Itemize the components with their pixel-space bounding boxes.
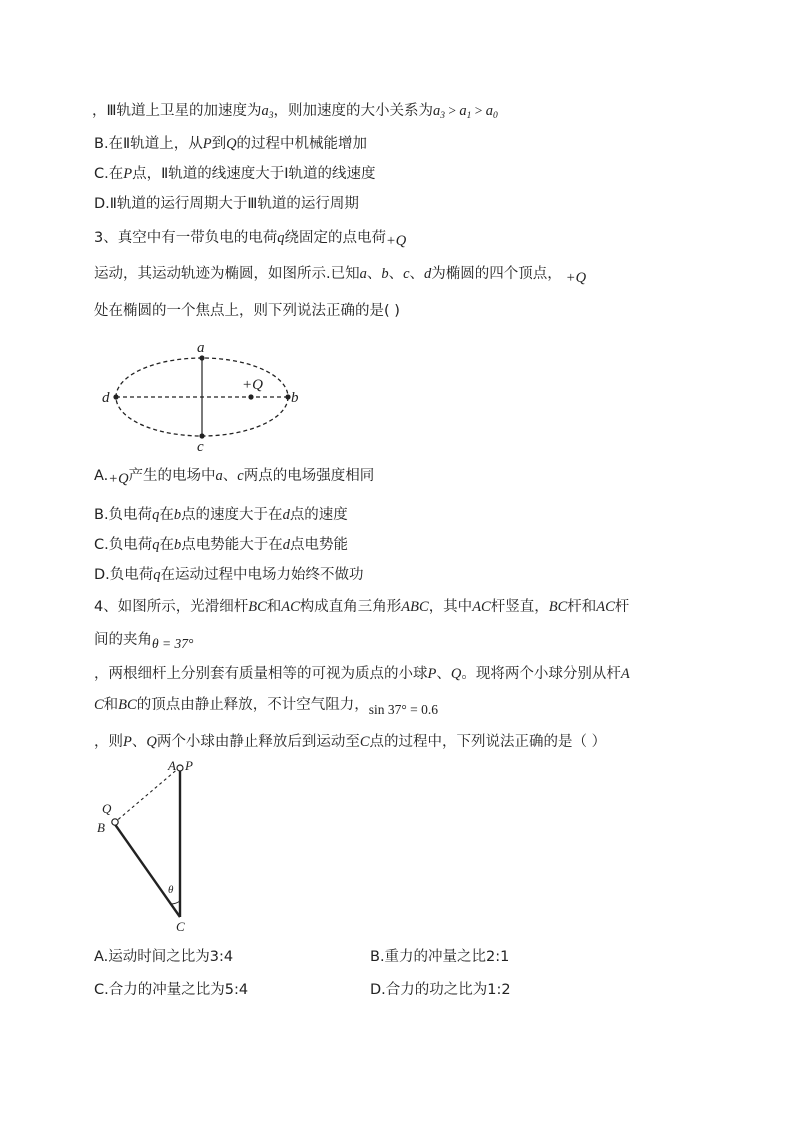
q3-stem-line3: 处在椭圆的一个焦点上，则下列说法正确的是( ) bbox=[94, 303, 400, 319]
q4-stem-line4: C和BC的顶点由静止释放，不计空气阻力，sin 37° = 0.6 bbox=[94, 697, 438, 717]
label-a: a bbox=[197, 340, 205, 356]
ball-p bbox=[177, 765, 183, 771]
vertex-b-dot bbox=[285, 394, 290, 399]
q3-option-b: B.负电荷q在b点的速度大于在d点的速度 bbox=[94, 507, 348, 523]
label-d: d bbox=[102, 390, 110, 406]
q3-option-c: C.负电荷q在b点电势能大于在d点电势能 bbox=[94, 537, 348, 553]
label-B: B bbox=[97, 820, 105, 835]
q2-accel-line: ，Ⅲ轨道上卫星的加速度为$a_3$，则加速度的大小关系为$a_3 > a_1 > a_0$ bbox=[92, 103, 498, 121]
q4-option-a: A.运动时间之比为3:4 bbox=[94, 949, 234, 965]
vertex-a-dot bbox=[199, 355, 204, 360]
q2-option-c: C.在P点，Ⅱ轨道的线速度大于Ⅰ轨道的线速度 bbox=[94, 166, 376, 182]
q2-option-d: D.Ⅱ轨道的运行周期大于Ⅲ轨道的运行周期 bbox=[94, 196, 359, 212]
label-theta: θ bbox=[168, 884, 174, 896]
dashed-ab bbox=[114, 767, 180, 823]
label-b: b bbox=[291, 390, 299, 406]
label-charge-q: +Q bbox=[242, 377, 263, 393]
q3-option-d: D.负电荷q在运动过程中电场力始终不做功 bbox=[94, 567, 364, 583]
q3-stem-line2: 运动，其运动轨迹为椭圆，如图所示.已知a、b、c、d为椭圆的四个顶点， +Q bbox=[94, 266, 587, 286]
q2-option-b: B.在Ⅱ轨道上，从P到Q的过程中机械能增加 bbox=[94, 136, 368, 152]
q3-stem-line1: 3、真空中有一带负电的电荷q绕固定的点电荷+Q bbox=[94, 230, 407, 249]
q4-option-b: B.重力的冲量之比2:1 bbox=[370, 949, 510, 965]
vertex-d-dot bbox=[113, 394, 118, 399]
label-C: C bbox=[176, 919, 185, 934]
label-P: P bbox=[185, 758, 193, 773]
q4-stem-line3: ，两根细杆上分别套有质量相等的可视为质点的小球P、Q。现将两个小球分别从杆A bbox=[94, 666, 630, 682]
label-c: c bbox=[197, 439, 204, 455]
ellipse-orbit-figure bbox=[98, 338, 308, 456]
vertex-c-dot bbox=[199, 433, 204, 438]
focus-charge-dot bbox=[248, 394, 253, 399]
q3-option-a: A.+Q产生的电场中a、c两点的电场强度相同 bbox=[94, 468, 375, 487]
q4-stem-line1: 4、如图所示，光滑细杆BC和AC构成直角三角形ABC，其中AC杆竖直，BC杆和AC杆 bbox=[94, 599, 630, 615]
label-Q: Q bbox=[102, 801, 112, 816]
q4-stem-line2: 间的夹角θ = 37° bbox=[94, 632, 194, 651]
q4-option-c: C.合力的冲量之比为5:4 bbox=[94, 982, 249, 998]
rod-bc bbox=[114, 823, 180, 917]
triangle-rods-figure bbox=[94, 755, 214, 935]
q4-option-d: D.合力的功之比为1:2 bbox=[370, 982, 511, 998]
q4-stem-line5: ，则P、Q两个小球由静止释放后到运动至C点的过程中，下列说法正确的是（ ） bbox=[94, 734, 607, 750]
label-A: A bbox=[168, 758, 176, 773]
angle-theta-arc bbox=[171, 901, 180, 904]
ball-q bbox=[112, 819, 118, 825]
